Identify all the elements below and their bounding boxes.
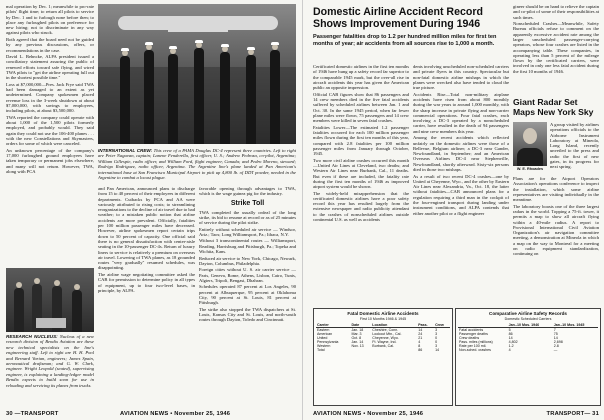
table-cell: Cheyenne, Wyo. [372, 336, 399, 340]
fatal-accidents-grid [316, 323, 450, 352]
table-cell: 86 [508, 332, 513, 336]
engineer-figure [72, 290, 82, 332]
airplane-wing [168, 26, 228, 32]
table-cell: Fatal accidents [459, 328, 484, 332]
paragraph: Both agreed that the board need not be guided by any previous discussions, offers, or recommendations in the case. [6, 36, 94, 53]
table-cell: 3 [435, 332, 438, 336]
caption-text: Nucleus of a new research division of Bendix Aviation are these new technical specialists on the line's engineering staff. Left to right are H. H. Pool and Bernard Varian, engineers; James Spain, aeronautical draftsman; and G. W. Clark, engineer. Wright Leopold (seated), supervising engineer, is explaining a landing-ledger model Bendix expects to build soon for use in reloading and servicing its planes from trucks. [6, 334, 94, 388]
table-subtitle: Domestic Scheduled Carriers [504, 317, 552, 321]
right-page-folio: TRANSPORT— 31 [546, 411, 599, 417]
paragraph: The strike also stopped the TWA dispatchers at St. Louis, Kansas City and St. Louis, and north-south routes through Dayton, Toledo and Cincinnati. [199, 306, 296, 323]
table-cell: 3 [435, 328, 438, 332]
paragraph: Without 3 transcontinental routes — Williamsport, Reading, Harrisburg and Pittsburgh, Pa.; Topeka and Wichita, Kans. [199, 238, 296, 255]
table-cell: Jan. 18 [351, 328, 364, 332]
paragraph: The widely-held misapprehension that the certificated domestic airlines have a poor safety record this year has resulted largely from the extensive newspaper and radio publicity attendant to the crashes of nonscheduled airlines outside continental U.S. as well as accidents [313, 190, 409, 223]
paragraph: and Pan American, announced plans to discharge from 15 to 40 percent of their employees in different departments. Cutbacks by PCA and AA were variously attributed to rising costs; to streamlining reorganizations to the decline of air travel due to bad weather; to a mistaken public notion that airline accidents are more prevalent. Officially, fatalities per 100 million passenger miles have decreased. However, airline spokesmen report certain trips down to 50 percent of capacity. One official said there is no general dissatisfaction with center-aisle seating in the 10-passenger DC-4s. Return of luxury liners to service is relatively a premium on overseas air travel. Lowering of TWA planes, as 18 grounded routes "very gradually" resumed schedules, was disappointing. [98, 186, 195, 271]
paragraph: mal operation by Dec. 1; meanwhile to pro-rate pilots' flight time; to return all pilots to service by Dec. 1 and to furlough none before then; to place any furloughed pilots on preference for new hiring; not to discriminate in any way against pilots who struck. [6, 4, 94, 36]
paragraph: Entirely without scheduled air service — Windsor, Ariz.; Taos; Long Williamsport, Pa.; Ithaca, N.Y. [199, 226, 296, 237]
safety-records-grid [458, 323, 598, 352]
caption-text: This crew of a PAMA Douglas DC-4 represent three countries. Left to right are Peter Naguvan, captain; Lanene Fenderella, first officer, U. S.; Andrew Pedroza, co-pilot, Argentina; William Gillespie, radio officer, and William Ford, flight engineer, Canada; and Pedro Moreno, steward; Rodrigo Rodriguez, radio officer, Argentina. The Argentine line's plane landed at Pan American's international base at San Francisco Municipal Airport to pick up 4,800 lb. of DDT powder, needed in the Argentine to combat a locust plague. [98, 148, 296, 181]
paragraph: Among the recent accidents which reflected unfairly on the domestic airlines were those of a Bellevue, Belgium airliner; a DC-3 near Gander, Newfoundland, in September; and an American Overseas Airlines DC-4 near Stephenville, Newfoundland, shortly afterward. Sixty-six persons died in those two mishaps. [413, 135, 509, 173]
fatal-accidents-table [313, 308, 453, 406]
crew-member-figure [144, 50, 154, 144]
international-crew-caption [98, 148, 296, 184]
table-cell: 3 [435, 344, 438, 348]
table-cell: 2,698 [553, 340, 563, 344]
research-nucleus-photo [6, 268, 94, 332]
radar-text [513, 176, 599, 304]
table-cell: 5 [508, 328, 511, 332]
table-cell: Crew deaths [459, 336, 480, 340]
research-nucleus-caption [6, 334, 94, 404]
portrait-name: W. E. Rhoades [516, 167, 544, 171]
table-cell: 21 [418, 336, 423, 340]
table-cell: 4 [418, 340, 421, 344]
paragraph: Schedules operated 87 percent at Los Angeles, 90 percent at Albuquerque, 95 percent at Oklahoma City, 90 percent at St. Louis, 81 percent at Pittsburgh. [199, 284, 296, 306]
caption-title: INTERNATIONAL CREW: [98, 148, 153, 153]
crew-member-figure [220, 52, 230, 144]
table-cell: 24 [418, 332, 423, 336]
paragraph: TWA reported the company could operate with about 1,000 of the 1,500 pilots formerly employed, and probably would. They said again they could not use the 106-400 planes . . . with the new Constellations and Skymasters, orders for some of which were canceled. [6, 114, 94, 147]
table-cell: Non-sched. crashes [459, 348, 491, 352]
table-cell [371, 348, 417, 352]
right-column-2 [413, 64, 509, 304]
table-cell: Lookout Mtn., Cal. [372, 332, 402, 336]
table-cell [350, 348, 371, 352]
table-cell: Total [317, 348, 325, 352]
paragraph: Fatalities Lower—The estimated 1.2 passenger fatalities occurred for each 100 million passenger miles flown during the first ten months of this year, compared with 2.8 fatalities per 100 million passenger miles from January through October, 1945. [313, 124, 409, 157]
table-cell: Rate per 100 mil. [459, 344, 487, 348]
paragraph: Accidents Rise—Total non-military airplane accidents have risen from about 800 monthly during the war years to around 1,000 monthly, with the sharp increase in private flying and non-carrier commercial operations. Four fatal crashes, each involving a DC-3 operated by a nonscheduled carrier, have resulted in the death of 94 passengers and nine crew members this year. [413, 91, 509, 134]
table-cell: Burbank, Cal. [372, 344, 395, 348]
table-cell: — [553, 348, 558, 352]
paragraph: A group visited by airlines operations officials to the Airborne Instrument Laboratory at Mineola, Long Island, recently unveiled to the press and radio the first of new gates, in its progress for next spring. [550, 122, 599, 170]
left-column-3 [199, 186, 296, 402]
table-cell: Pass. miles (millions) [459, 340, 493, 344]
right-page [302, 0, 604, 420]
column-header: Crew [434, 323, 450, 328]
column-header: Jan.-10 Mos. 1945 [553, 323, 598, 328]
table-cell: 14 [418, 328, 423, 332]
paragraph: Loss at $7,000,000—Pres. Jack Frye said TWA had been damaged to an extent as yet undetermined. Company spokesmen placed revenue loss in the 3-week shutdown at about $7,000,000, with savings to employees, including pilots, at about $3,500,000. [6, 81, 94, 114]
caption-title: RESEARCH NUCLEUS: [6, 334, 58, 339]
table-cell: 14 [508, 336, 513, 340]
table-cell: United [317, 336, 328, 340]
column-header: Carrier [316, 323, 350, 328]
crew-member-figure [120, 56, 130, 144]
right-page-dateline: AVIATION NEWS • November 25, 1946 [313, 411, 424, 417]
table-cell: 86 [418, 348, 423, 352]
paragraph: Plans are for the Airport Operators Association's operations conference to inspect the installation, which some airline representatives are visiting individually in the meantime. [513, 176, 599, 203]
paragraph: Nonscheduled Crashes—Meanwhile, Safety Bureau officials refuse to comment on the apparently excessive accident rate among the larger unscheduled passenger-carrying operators, whose four crashes are listed in the accompanying table. These companies, in operating less than 5 percent of the mileage flown by the certificated carriers, were involved in only one less fatal accident during the first 10 months of 1946. [513, 21, 599, 74]
crew-cap [145, 42, 153, 45]
column-header: Pass. [417, 323, 434, 328]
left-page-folio: 30 —TRANSPORT [6, 411, 59, 417]
table-cell: Pennsylvania [317, 340, 339, 344]
crew-cap [195, 40, 203, 43]
table-cell: 0 [435, 336, 438, 340]
table-cell: Cheshire, Conn. [372, 328, 399, 332]
table-cell: American [317, 332, 333, 336]
table-title: Comparative Airline Safety Records [489, 311, 567, 316]
paragraph: David L. Behncke, ALPA president issued a conciliatory statement assuring the public of renewed efforts toward safe flying, and wired TWA pilots to "get the airline operating full out in the shortest possible time." [6, 54, 94, 81]
table-cell: 2.8 [553, 344, 559, 348]
paragraph: dents involving unscheduled non-scheduled carriers and private flyers in this country. Spectacular but non-fatal domestic airline mishaps in which the planes were wrecked also have tended to cloud the true picture. [413, 64, 509, 91]
crew-member-figure [270, 50, 280, 144]
table-row [458, 348, 598, 352]
international-crew-photo [98, 4, 296, 144]
table-subtitle: First 10 Months 1946 & 1945 [359, 317, 407, 321]
table-cell: 14 [553, 336, 558, 340]
paragraph: The airline wage negotiating committee asked the CAB for permission to determine policy in all types of equipment, up to four two-level bases, in principle, by ALPA. [98, 271, 195, 293]
table-row [316, 348, 450, 352]
portrait-photo [513, 122, 547, 166]
right-column-3-top [513, 4, 599, 96]
table-cell: Mar. 3 [351, 332, 362, 336]
right-column-1 [313, 64, 409, 304]
table-cell: Eastern [317, 328, 330, 332]
column-header: Location [371, 323, 417, 328]
table-cell: 4 [508, 348, 511, 352]
paragraph: The laboratory boasts one of the three largest radars in the world. Topping a 75-ft. tower, it permits a map to show all aircraft flying within a 40-mile radius. A report to Provisional International Civil Aviation Organization's air navigation committee meeting, a demonstration at Mineola in which a map on the way to Montreal for a meeting on radio equipment standardization, continuing on [513, 203, 599, 257]
table-title: Fatal Domestic Airline Accidents [347, 311, 419, 316]
table-cell: 14 [435, 348, 440, 352]
paragraph: Official CAB figures show that 86 passengers and 14 crew members died in the five fatal accidents suffered by scheduled airlines between Jan. 1 and Oct. 30. In the same 1945 period, when far fewer plane miles were flown, 75 passengers and 14 crew members were killed in seven fatal crashes. [313, 91, 409, 124]
table-cell: 7 [553, 328, 556, 332]
crew-member-figure [168, 54, 178, 144]
crew-member-figure [194, 48, 204, 144]
crew-cap [271, 42, 279, 45]
radar-headline: Giant Radar Set Maps New York Sky [513, 97, 594, 117]
article-headline: Domestic Airline Accident Record Shows Improvement During 1946 [313, 6, 483, 30]
paragraph: Two more civil airline crashes occurred this month—United Air Lines at Cleveland, two deaths; and Western Air Lines near Burbank, Cal., 11 deaths. But even if these are included, the fatality rate during the first ten months of 1946 as improved airport system would be shown. [313, 157, 409, 190]
crew-cap [121, 48, 129, 51]
engineer-figure [14, 288, 24, 332]
paragraph: An unknown percentage of the company's 17,000 furloughed ground employees have taken temporary or permanent jobs elsewhere, and many will not return. However, TWA, along with PCA [6, 147, 94, 174]
paragraph: Foreign cities without U. S. air carrier service — Paris, Geneva, Rome, Athens, Lisbon, Cairo, Tunis, Algiers, Tripoli, Bengasi, Dhahran. [199, 267, 296, 283]
table-cell: Western [317, 344, 331, 348]
paragraph: Certificated domestic airlines in the first ten months of 1946 have hung up a safety record far superior to the comparable 1945 mark, but the over-all rise in aircraft accidents this year has given the American public an opposite impression. [313, 64, 409, 91]
paragraph: favorable opening through advantages to TWA, which is the wage guinea pig for the industry. [199, 186, 296, 197]
left-page-dateline: AVIATION NEWS • November 25, 1946 [120, 411, 231, 417]
table-cell: Nov. 13 [351, 344, 364, 348]
table-cell: Oct. 8 [351, 336, 362, 340]
crew-cap [169, 46, 177, 49]
portrait-suit [517, 148, 543, 166]
article-deck: Passenger fatalities drop to 1.2 per hundred million miles for first ten months of year; air accidents from all sources rise to 1,000 a month. [313, 34, 497, 47]
table-cell: 4,802 [508, 340, 518, 344]
table-cell: 1.2 [508, 344, 514, 348]
paragraph: Reduced air service to New York, Chicago, Newark, Dayton, Columbus, Philadelphia. [199, 255, 296, 266]
table-cell: 75 [553, 332, 558, 336]
table-cell: 8 [418, 344, 421, 348]
table-cell: Jan. 14 [351, 340, 364, 344]
crew-cap [221, 44, 229, 47]
portrait-face [523, 128, 537, 144]
safety-records-table [455, 308, 601, 406]
paragraph: As a result of two recent DC-4 crashes—one by United at Cheyenne, Wyo., and the other by Eastern Air Lines near Alexandria, Va., Oct. 18, the latter without fatalities—CAB announced plans for a regulation requiring a third man in the cockpit of the four-engined transport during landing under instrument conditions, and ALPA contends that either another pilot or a flight engineer [413, 173, 509, 216]
paragraph: gineer should be on hand to relieve the captain and co-pilot of some of their responsibilities at such times. [513, 4, 599, 20]
table-cell: Passenger deaths [459, 332, 488, 336]
radar-text-beside-portrait [550, 122, 599, 174]
model-on-table [36, 318, 66, 328]
paragraph: TWA completed the usually ordeal of the long strike, its bid to resume at record or as of 25 minutes of service during the pilot strike. [199, 209, 296, 226]
left-column-2 [98, 186, 195, 402]
column-header: Jan.-10 Mos. 1946 [508, 323, 553, 328]
left-column-1 [6, 4, 94, 266]
table-cell: Ft. Wayne, Ind. [372, 340, 397, 344]
table-cell: 0 [435, 340, 438, 344]
crew-member-figure [246, 55, 256, 144]
crew-cap [247, 47, 255, 50]
strike-toll-heading: Strike Toll [230, 199, 265, 207]
column-header: Date [350, 323, 371, 328]
